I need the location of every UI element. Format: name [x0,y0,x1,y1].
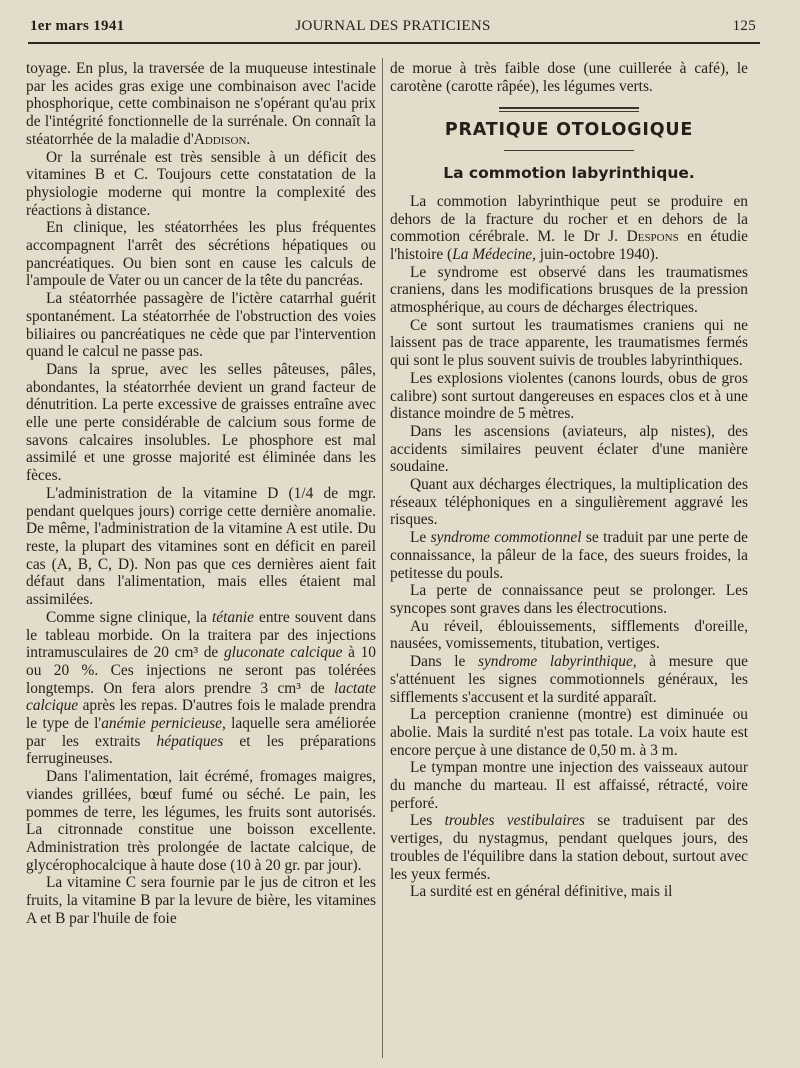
column-divider [382,58,383,1058]
italic-term: hépatiques [156,732,224,750]
paragraph: de morue à très faible dose (une cuillerée à café), le carotène (carotte râpée), les légumes verts. [390,60,748,95]
paragraph: La perte de connaissance peut se prolonger. Les syncopes sont graves dans les électrocutions. [390,582,748,617]
paragraph: L'administration de la vitamine D (1/4 de mgr. pendant quelques jours) corrige cette dernière anomalie. De même, l'administration de la vitamine A est utile. Du reste, la plupart des vitamines sont en déficit en pareil cas (A, B, C, D). Non pas que ces dernières aient fait défaut dans l'alimentation, mais elles étaient mal assimilées. [26,484,376,609]
section-separator [499,107,639,112]
paragraph: La vitamine C sera fournie par le jus de citron et les fruits, la vitamine B par la levure de bière, les vitamines A et B par l'huile de foie [26,874,376,927]
paragraph: Dans l'alimentation, lait écrémé, fromages maigres, viandes grillées, bœuf fumé ou séché. Le pain, les pommes de terre, les légumes, les fruits sont autorisés. La citronnade constitue une boisson excellente. Administration très prolongée de lactate calcique, de glycérophocalcique à haute dose (10 à 20 gr. par jour). [26,768,376,874]
paragraph: La perception cranienne (montre) est diminuée ou abolie. Mais la surdité n'est pas totale. La voix haute est encore perçue à une distance de 0,50 m. à 3 m. [390,706,748,759]
paragraph: Les explosions violentes (canons lourds, obus de gros calibre) sont surtout dangereuses en espaces clos et à une distance moindre de 5 mètres. [390,369,748,423]
paragraph: Dans les ascensions (aviateurs, alp nistes), des accidents similaires peuvent éclater d'une manière soudaine. [390,422,748,476]
page-number: 125 [732,18,756,34]
paragraph: toyage. En plus, la traversée de la muqueuse intestinale par les acides gras exige une combinaison avec l'acide phosphorique, cette combinaison ne s'opérant qu'au prix de l'intégrité fonctionnelle de la surrénale. On connaît la stéatorrhée de la maladie d'Addison. [26,60,376,148]
journal-name: JOURNAL DES PRATICIENS [295,18,491,34]
left-column [26,60,376,1060]
paragraph: Dans la sprue, avec les selles pâteuses, pâles, abondantes, la stéatorrhée devient un grand facteur de dénutrition. La perte excessive de graisses entraîne avec elle une perte considérable de calcium sous forme de savons calcaires insolubles. Le phosphore est mal assimilé et une grosse majorité est éliminée dans les fèces. [26,360,376,485]
author-name: Despons [626,228,679,246]
italic-term: anémie pernicieuse, [101,715,226,733]
article-title: La commotion labyrinthique. [443,164,695,183]
title-rule [504,150,634,151]
author-name: Addison [193,130,247,148]
italic-term: syndrome labyrinthique, [477,653,637,671]
italic-term: syndrome commotionnel [430,529,582,547]
italic-term: lactate calcique [26,679,376,715]
paragraph: Dans le syndrome labyrinthique, à mesure que s'atténuent les signes commotionnels généraux, les sifflements s'accusent et la surdité apparaît. [390,653,748,706]
paragraph: La surdité est en général définitive, mais il [410,883,673,901]
issue-date: 1er mars 1941 [30,18,125,34]
paragraph: Le syndrome est observé dans les traumatismes craniens, dans les modifications brusques de la pression atmosphérique, au cours de décharges électriques. [390,263,748,317]
paragraph: Quant aux décharges électriques, la multiplication des réseaux téléphoniques en a singulièrement aggravé les risques. [390,476,748,529]
italic-term: tétanie [212,608,254,626]
paragraph: En clinique, les stéatorrhées les plus fréquentes accompagnent l'arrêt des sécrétions hépatiques ou pancréatiques. Ou bien sont en cause les calculs de l'ampoule de Vater ou un cancer de la tête du pancréas. [26,219,376,290]
paragraph: Le tympan montre une injection des vaisseaux autour du manche du marteau. Il est affaissé, rétracté, voire perforé. [390,759,748,812]
header-rule [28,42,760,44]
paragraph: Ce sont surtout les traumatismes craniens qui ne laissent pas de trace apparente, les traumatismes fermés qui sont le plus souvent suivis de troubles labyrinthiques. [390,316,748,370]
journal-citation: La Médecine, [452,245,536,263]
paragraph: Le syndrome commotionnel se traduit par une perte de connaissance, la pâleur de la face, des sueurs froides, la petitesse du pouls. [390,529,748,582]
paragraph: La stéatorrhée passagère de l'ictère catarrhal guérit spontanément. La stéatorrhée de l'obstruction des voies biliaires ou pancréatiques ne cède que par l'intervention quand le calcul ne passe pas. [26,290,376,361]
italic-term: troubles vestibulaires [444,812,585,830]
running-header [30,18,756,42]
paragraph: Les troubles vestibulaires se traduisent par des vertiges, du nystagmus, pendant quelques jours, des troubles de l'équilibre dans la station debout, surtout avec les yeux fermés. [390,812,748,883]
paragraph: Or la surrénale est très sensible à un déficit des vitamines B et C. Toujours cette constatation de la physiologie moderne qui montre la complexité des réactions à distance. [26,148,376,219]
right-column [390,60,748,1060]
paragraph: Comme signe clinique, la tétanie entre souvent dans le tableau morbide. On la traitera par des injections intramusculaires de 20 cm³ de gluconate calcique à 10 ou 20 %. Ces injections ne seront pas tolérées longtemps. On fera alors prendre 3 cm³ de lactate calcique après les repas. D'autres fois le malade prendra le type de l'anémie pernicieuse, laquelle sera améliorée par les extraits hépatiques et les préparations ferrugineuses. [26,608,376,768]
italic-term: gluconate calcique [223,644,343,662]
paragraph: Au réveil, éblouissements, sifflements d'oreille, nausées, vomissements, titubation, vertiges. [390,617,748,653]
paragraph: La commotion labyrinthique peut se produire en dehors de la fracture du rocher et en dehors de la commotion cérébrale. M. le Dr J. Despons en étudie l'histoire (La Médecine, juin-octobre 1940). [390,192,748,263]
section-title: PRATIQUE OTOLOGIQUE [444,120,694,141]
